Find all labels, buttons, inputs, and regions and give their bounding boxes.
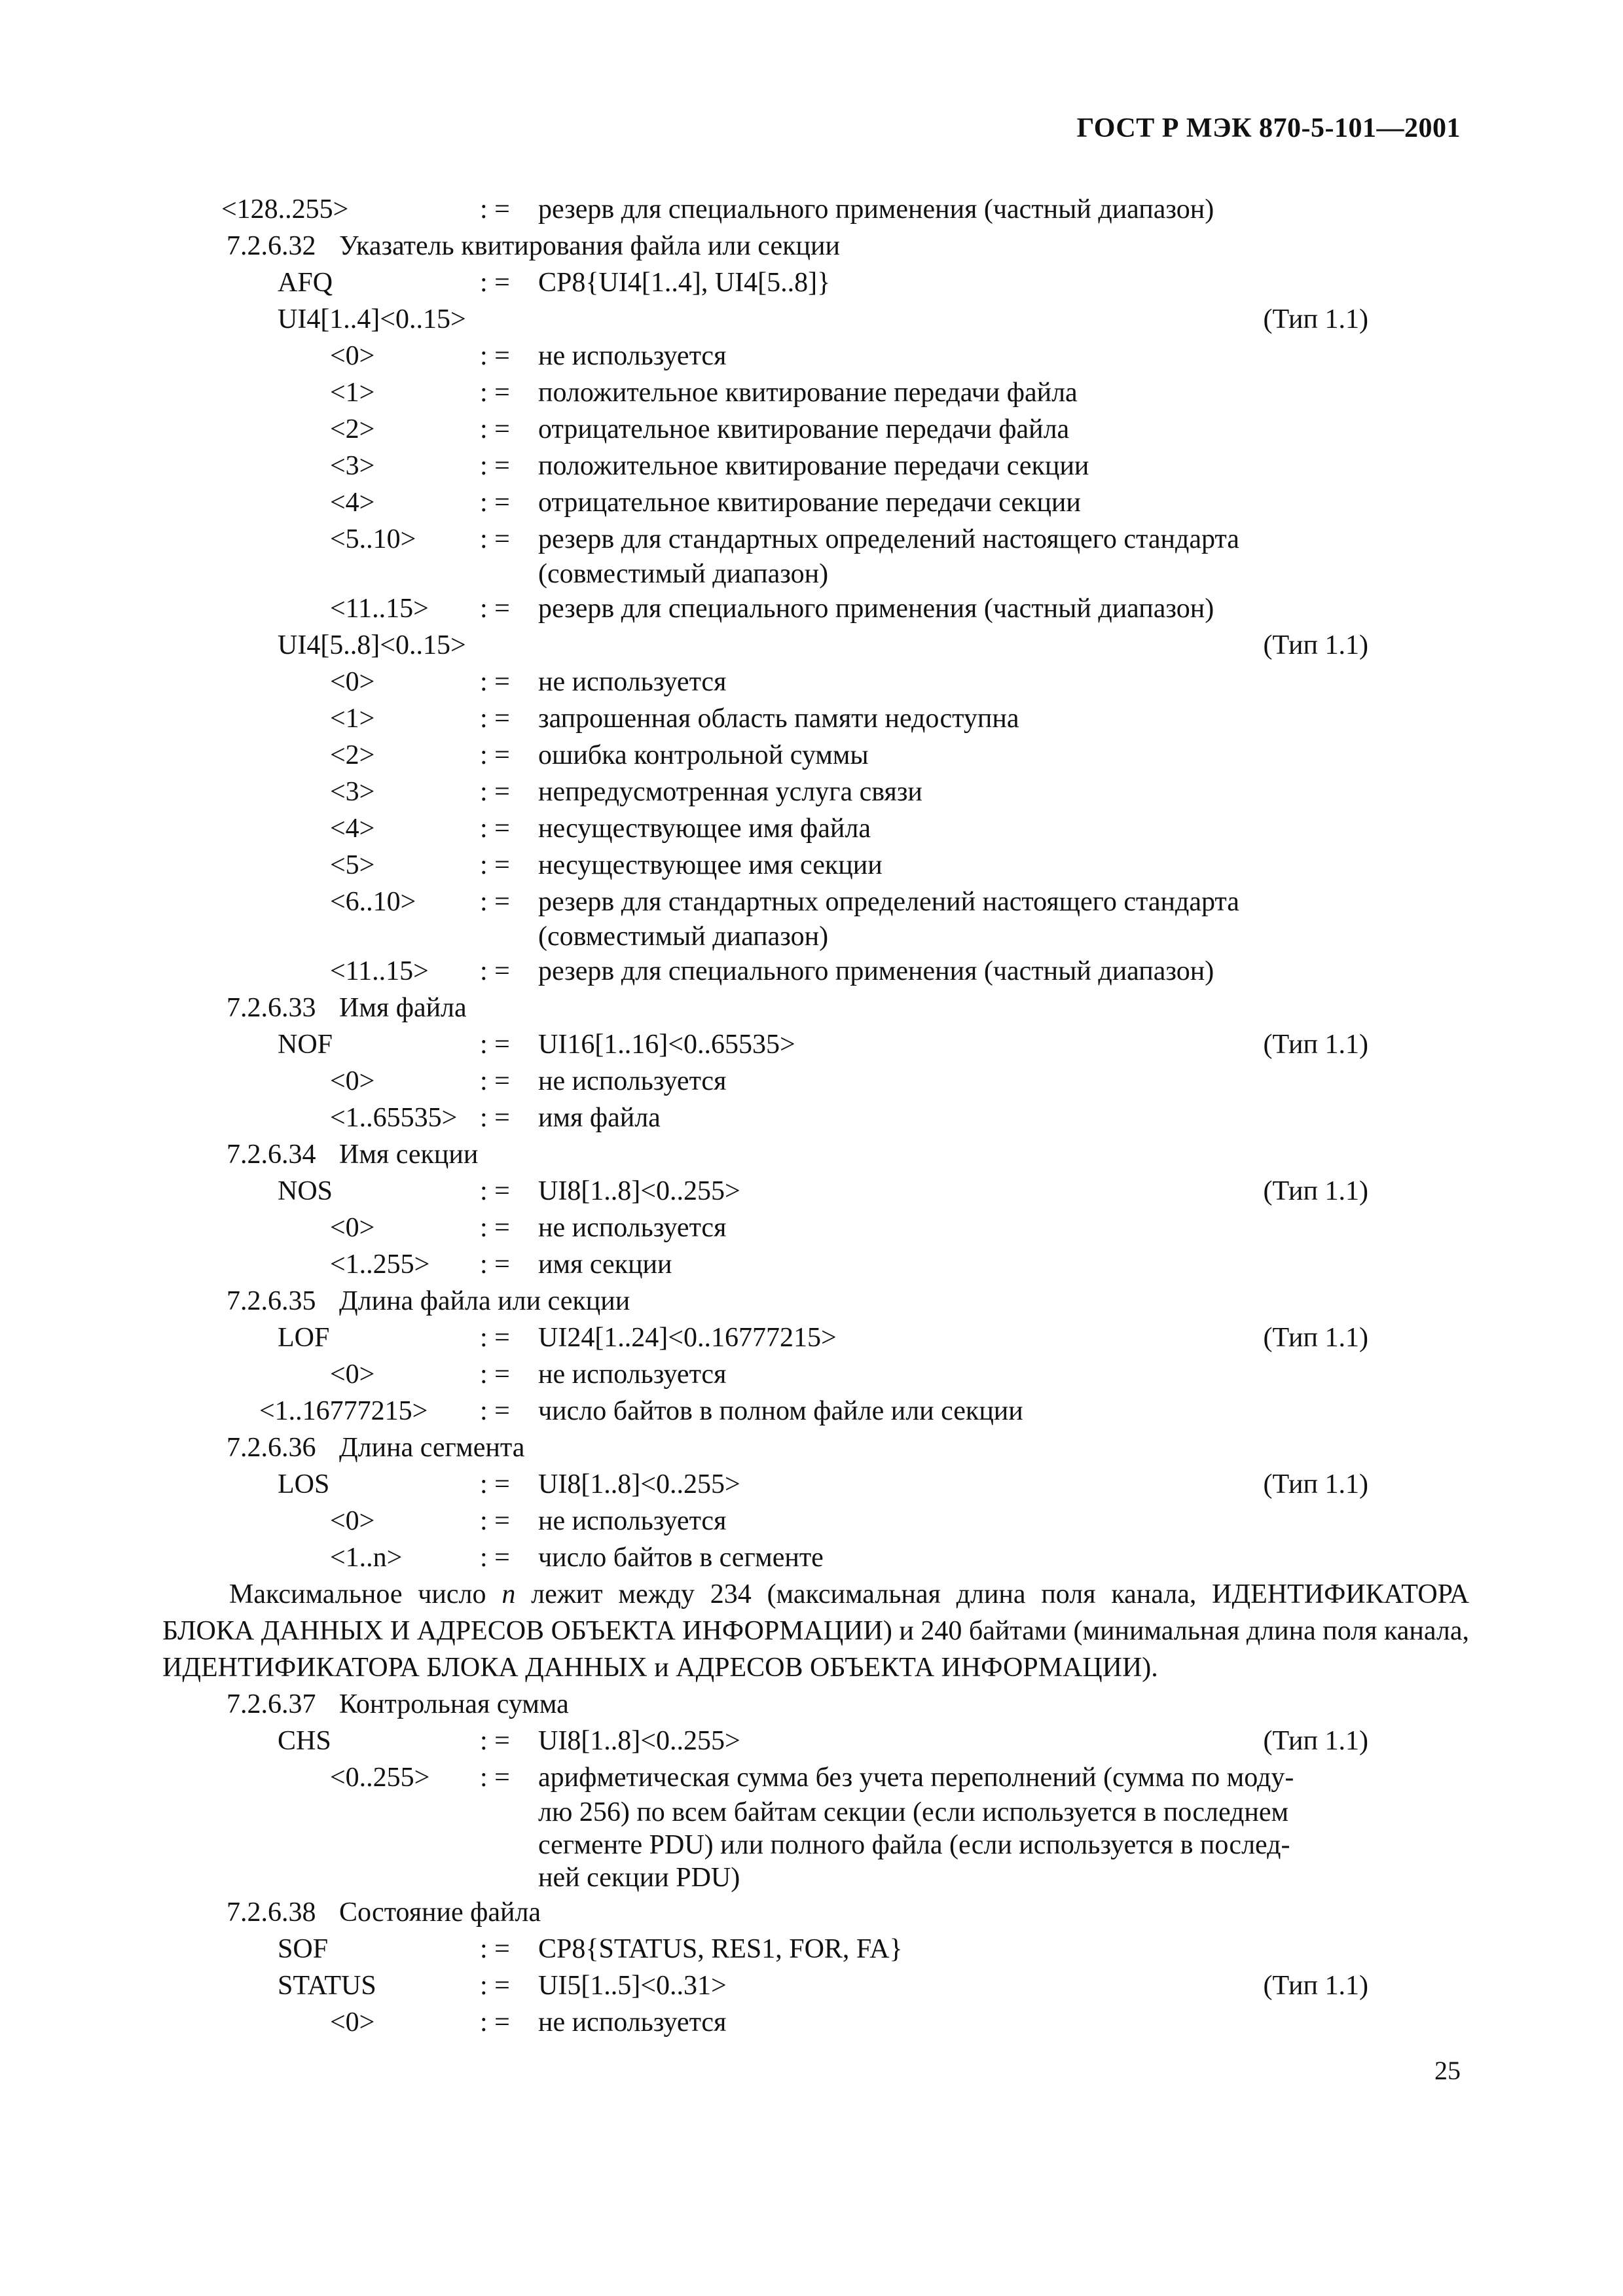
definition-code: <2> xyxy=(330,740,375,770)
paragraph-max-n xyxy=(162,1576,1469,1686)
definition-row xyxy=(162,1393,1469,1429)
paragraph-text-end: лежит между 234 (максимальная длина поля канала, ИДЕНТИФИКАТОРА БЛОКА ДАННЫХ И АДРЕСОВ ОБЪЕКТА ИНФОРМАЦИИ) и 240 байтами (минимальная длина поля канала, ИДЕНТИФИКАТОРА БЛОКА ДАННЫХ и АДРЕСОВ ОБЪЕКТА ИНФОРМАЦИИ). xyxy=(162,1579,1469,1683)
section-heading xyxy=(162,1894,1469,1931)
assignment-operator: : = xyxy=(480,814,510,844)
section-heading xyxy=(162,1429,1469,1466)
section-number: 7.2.6.33 xyxy=(227,993,316,1023)
definition-code: <0> xyxy=(330,1359,375,1390)
definition-row xyxy=(162,1100,1469,1136)
paragraph-text-start: Максимальное число xyxy=(229,1579,502,1609)
definition-description: ошибка контрольной суммы xyxy=(538,740,869,770)
definition-description: резерв для стандартных определений настоящего стандарта xyxy=(538,524,1239,554)
assignment-operator: : = xyxy=(480,1726,510,1756)
section-heading xyxy=(162,1136,1469,1173)
definition-code: LOF xyxy=(278,1323,330,1353)
assignment-operator: : = xyxy=(480,194,510,224)
type-reference: (Тип 1.1) xyxy=(1263,1176,1368,1206)
definition-description: сегменте PDU) или полного файла (если используется в послед- xyxy=(538,1830,1290,1860)
definition-row xyxy=(162,2004,1469,2041)
definition-row xyxy=(162,590,1469,627)
definition-code: <1..16777215> xyxy=(259,1396,428,1426)
definition-code: LOS xyxy=(278,1469,330,1499)
assignment-operator: : = xyxy=(480,667,510,697)
continuation-line xyxy=(162,558,1469,590)
definition-description: (совместимый диапазон) xyxy=(538,922,829,952)
section-title: Имя секции xyxy=(339,1139,479,1170)
definition-description: непредусмотренная услуга связи xyxy=(538,777,922,807)
definition-description: не используется xyxy=(538,2007,727,2037)
assignment-operator: : = xyxy=(480,1971,510,2001)
type-reference: (Тип 1.1) xyxy=(1263,1469,1368,1499)
definition-code: <5> xyxy=(330,850,375,880)
definition-description: положительное квитирование передачи секции xyxy=(538,451,1089,481)
assignment-operator: : = xyxy=(480,850,510,880)
assignment-operator: : = xyxy=(480,704,510,734)
definition-description: резерв для стандартных определений настоящего стандарта xyxy=(538,887,1239,917)
section-title: Состояние файла xyxy=(339,1897,541,1928)
definition-description: несуществующее имя секции xyxy=(538,850,883,880)
definition-description: число байтов в сегменте xyxy=(538,1543,824,1573)
type-reference: (Тип 1.1) xyxy=(1263,1971,1368,2001)
definition-description: несуществующее имя файла xyxy=(538,814,871,844)
assignment-operator: : = xyxy=(480,1543,510,1573)
definition-description: ней секции PDU) xyxy=(538,1863,740,1893)
assignment-operator: : = xyxy=(480,1934,510,1964)
definition-description: резерв для специального применения (частный диапазон) xyxy=(538,194,1214,224)
section-number: 7.2.6.36 xyxy=(227,1433,316,1463)
assignment-operator: : = xyxy=(480,1323,510,1353)
definition-row xyxy=(162,374,1469,411)
definition-code: NOF xyxy=(278,1030,333,1060)
definition-description: UI8[1..8]<0..255> xyxy=(538,1726,740,1756)
definition-row xyxy=(162,700,1469,737)
definition-description: UI16[1..16]<0..65535> xyxy=(538,1030,795,1060)
definition-code: <3> xyxy=(330,777,375,807)
assignment-operator: : = xyxy=(480,1763,510,1793)
assignment-operator: : = xyxy=(480,1066,510,1096)
definition-code: <0> xyxy=(330,1506,375,1536)
continuation-line xyxy=(162,1861,1469,1894)
definition-code: NOS xyxy=(278,1176,333,1206)
definition-description: арифметическая сумма без учета переполнений (сумма по моду- xyxy=(538,1763,1294,1793)
definition-code: <1..65535> xyxy=(330,1103,458,1133)
definition-code: <0> xyxy=(330,1066,375,1096)
definition-code: <5..10> xyxy=(330,524,416,554)
assignment-operator: : = xyxy=(480,740,510,770)
definition-row xyxy=(162,1539,1469,1576)
assignment-operator: : = xyxy=(480,594,510,624)
definition-description: UI24[1..24]<0..16777215> xyxy=(538,1323,837,1353)
assignment-operator: : = xyxy=(480,341,510,371)
definition-description: не используется xyxy=(538,1213,727,1243)
definition-description: имя файла xyxy=(538,1103,661,1133)
definition-description: имя секции xyxy=(538,1249,672,1280)
definition-row xyxy=(162,448,1469,484)
definition-code: UI4[1..4]<0..15> xyxy=(278,304,466,334)
definition-row xyxy=(162,191,1469,228)
definition-code: <6..10> xyxy=(330,887,416,917)
definition-row xyxy=(162,1026,1469,1063)
section-title: Указатель квитирования файла или секции xyxy=(339,231,840,261)
assignment-operator: : = xyxy=(480,1213,510,1243)
section-heading xyxy=(162,1686,1469,1723)
type-reference: (Тип 1.1) xyxy=(1263,630,1368,660)
type-reference: (Тип 1.1) xyxy=(1263,1726,1368,1756)
assignment-operator: : = xyxy=(480,887,510,917)
type-reference: (Тип 1.1) xyxy=(1263,304,1368,334)
section-title: Длина файла или секции xyxy=(339,1286,630,1316)
definition-description: UI8[1..8]<0..255> xyxy=(538,1176,740,1206)
continuation-line xyxy=(162,1796,1469,1829)
definition-code: CHS xyxy=(278,1726,331,1756)
definition-code: <0> xyxy=(330,1213,375,1243)
definition-row xyxy=(162,810,1469,847)
definition-row xyxy=(162,411,1469,448)
definition-row xyxy=(162,1173,1469,1210)
assignment-operator: : = xyxy=(480,1249,510,1280)
definition-row xyxy=(162,664,1469,700)
definition-row xyxy=(162,627,1469,664)
definition-description: не используется xyxy=(538,1506,727,1536)
definition-row xyxy=(162,737,1469,774)
definition-description: (совместимый диапазон) xyxy=(538,559,829,589)
definition-row xyxy=(162,1356,1469,1393)
definition-code: <0> xyxy=(330,667,375,697)
definition-row xyxy=(162,1931,1469,1967)
assignment-operator: : = xyxy=(480,1506,510,1536)
assignment-operator: : = xyxy=(480,1396,510,1426)
definition-description: резерв для специального применения (частный диапазон) xyxy=(538,956,1214,986)
definition-code: <11..15> xyxy=(330,594,429,624)
definition-row xyxy=(162,1319,1469,1356)
definition-code: <0> xyxy=(330,341,375,371)
definition-description: запрошенная область памяти недоступна xyxy=(538,704,1019,734)
definition-row xyxy=(162,1063,1469,1100)
definition-row xyxy=(162,847,1469,884)
definition-row xyxy=(162,484,1469,521)
definition-code: <0> xyxy=(330,2007,375,2037)
section-title: Длина сегмента xyxy=(339,1433,525,1463)
document-content xyxy=(162,191,1469,2041)
definition-description: CP8{UI4[1..4], UI4[5..8]} xyxy=(538,268,831,298)
definition-description: число байтов в полном файле или секции xyxy=(538,1396,1023,1426)
assignment-operator: : = xyxy=(480,378,510,408)
assignment-operator: : = xyxy=(480,268,510,298)
section-number: 7.2.6.37 xyxy=(227,1689,316,1719)
section-heading xyxy=(162,990,1469,1026)
type-reference: (Тип 1.1) xyxy=(1263,1030,1368,1060)
definition-code: <3> xyxy=(330,451,375,481)
definition-description: не используется xyxy=(538,1359,727,1390)
definition-row xyxy=(162,521,1469,558)
assignment-operator: : = xyxy=(480,1103,510,1133)
section-number: 7.2.6.35 xyxy=(227,1286,316,1316)
definition-description: отрицательное квитирование передачи файла xyxy=(538,414,1070,444)
definition-description: CP8{STATUS, RES1, FOR, FA} xyxy=(538,1934,903,1964)
section-title: Контрольная сумма xyxy=(339,1689,569,1719)
page-number: 25 xyxy=(1434,2056,1461,2085)
definition-code: <1..n> xyxy=(330,1543,403,1573)
assignment-operator: : = xyxy=(480,414,510,444)
assignment-operator: : = xyxy=(480,524,510,554)
definition-row xyxy=(162,338,1469,374)
assignment-operator: : = xyxy=(480,1469,510,1499)
definition-description: положительное квитирование передачи файла xyxy=(538,378,1078,408)
definition-code: STATUS xyxy=(278,1971,376,2001)
definition-code: UI4[5..8]<0..15> xyxy=(278,630,466,660)
definition-row xyxy=(162,774,1469,810)
definition-code: <1..255> xyxy=(330,1249,430,1280)
definition-code: <4> xyxy=(330,814,375,844)
definition-code: <1> xyxy=(330,704,375,734)
definition-row xyxy=(162,264,1469,301)
definition-row xyxy=(162,1723,1469,1759)
definition-code: <128..255> xyxy=(221,194,349,224)
definition-description: UI5[1..5]<0..31> xyxy=(538,1971,727,2001)
definition-row xyxy=(162,953,1469,990)
assignment-operator: : = xyxy=(480,451,510,481)
assignment-operator: : = xyxy=(480,488,510,518)
definition-description: не используется xyxy=(538,667,727,697)
definition-code: AFQ xyxy=(278,268,333,298)
definition-description: резерв для специального применения (частный диапазон) xyxy=(538,594,1214,624)
continuation-line xyxy=(162,920,1469,953)
definition-code: SOF xyxy=(278,1934,329,1964)
definition-row xyxy=(162,1466,1469,1503)
definition-description: не используется xyxy=(538,1066,727,1096)
definition-list-1 xyxy=(162,191,1469,1576)
section-number: 7.2.6.32 xyxy=(227,231,316,261)
assignment-operator: : = xyxy=(480,1359,510,1390)
paragraph-variable-n: n xyxy=(501,1579,516,1609)
section-number: 7.2.6.38 xyxy=(227,1897,316,1928)
definition-row xyxy=(162,884,1469,920)
assignment-operator: : = xyxy=(480,956,510,986)
definition-row xyxy=(162,301,1469,338)
definition-code: <0..255> xyxy=(330,1763,430,1793)
definition-description: отрицательное квитирование передачи секции xyxy=(538,488,1081,518)
definition-description: лю 256) по всем байтам секции (если используется в последнем xyxy=(538,1797,1289,1827)
definition-row xyxy=(162,1246,1469,1283)
assignment-operator: : = xyxy=(480,1176,510,1206)
section-number: 7.2.6.34 xyxy=(227,1139,316,1170)
section-title: Имя файла xyxy=(339,993,467,1023)
continuation-line xyxy=(162,1829,1469,1861)
definition-description: UI8[1..8]<0..255> xyxy=(538,1469,740,1499)
definition-code: <1> xyxy=(330,378,375,408)
section-heading xyxy=(162,1283,1469,1319)
definition-row xyxy=(162,1967,1469,2004)
definition-description: не используется xyxy=(538,341,727,371)
section-heading xyxy=(162,228,1469,264)
definition-list-2 xyxy=(162,1686,1469,2041)
assignment-operator: : = xyxy=(480,2007,510,2037)
assignment-operator: : = xyxy=(480,1030,510,1060)
definition-row xyxy=(162,1759,1469,1796)
definition-code: <4> xyxy=(330,488,375,518)
document-header: ГОСТ Р МЭК 870-5-101—2001 xyxy=(1076,113,1461,143)
assignment-operator: : = xyxy=(480,777,510,807)
definition-code: <11..15> xyxy=(330,956,429,986)
type-reference: (Тип 1.1) xyxy=(1263,1323,1368,1353)
definition-row xyxy=(162,1503,1469,1539)
definition-code: <2> xyxy=(330,414,375,444)
definition-row xyxy=(162,1210,1469,1246)
